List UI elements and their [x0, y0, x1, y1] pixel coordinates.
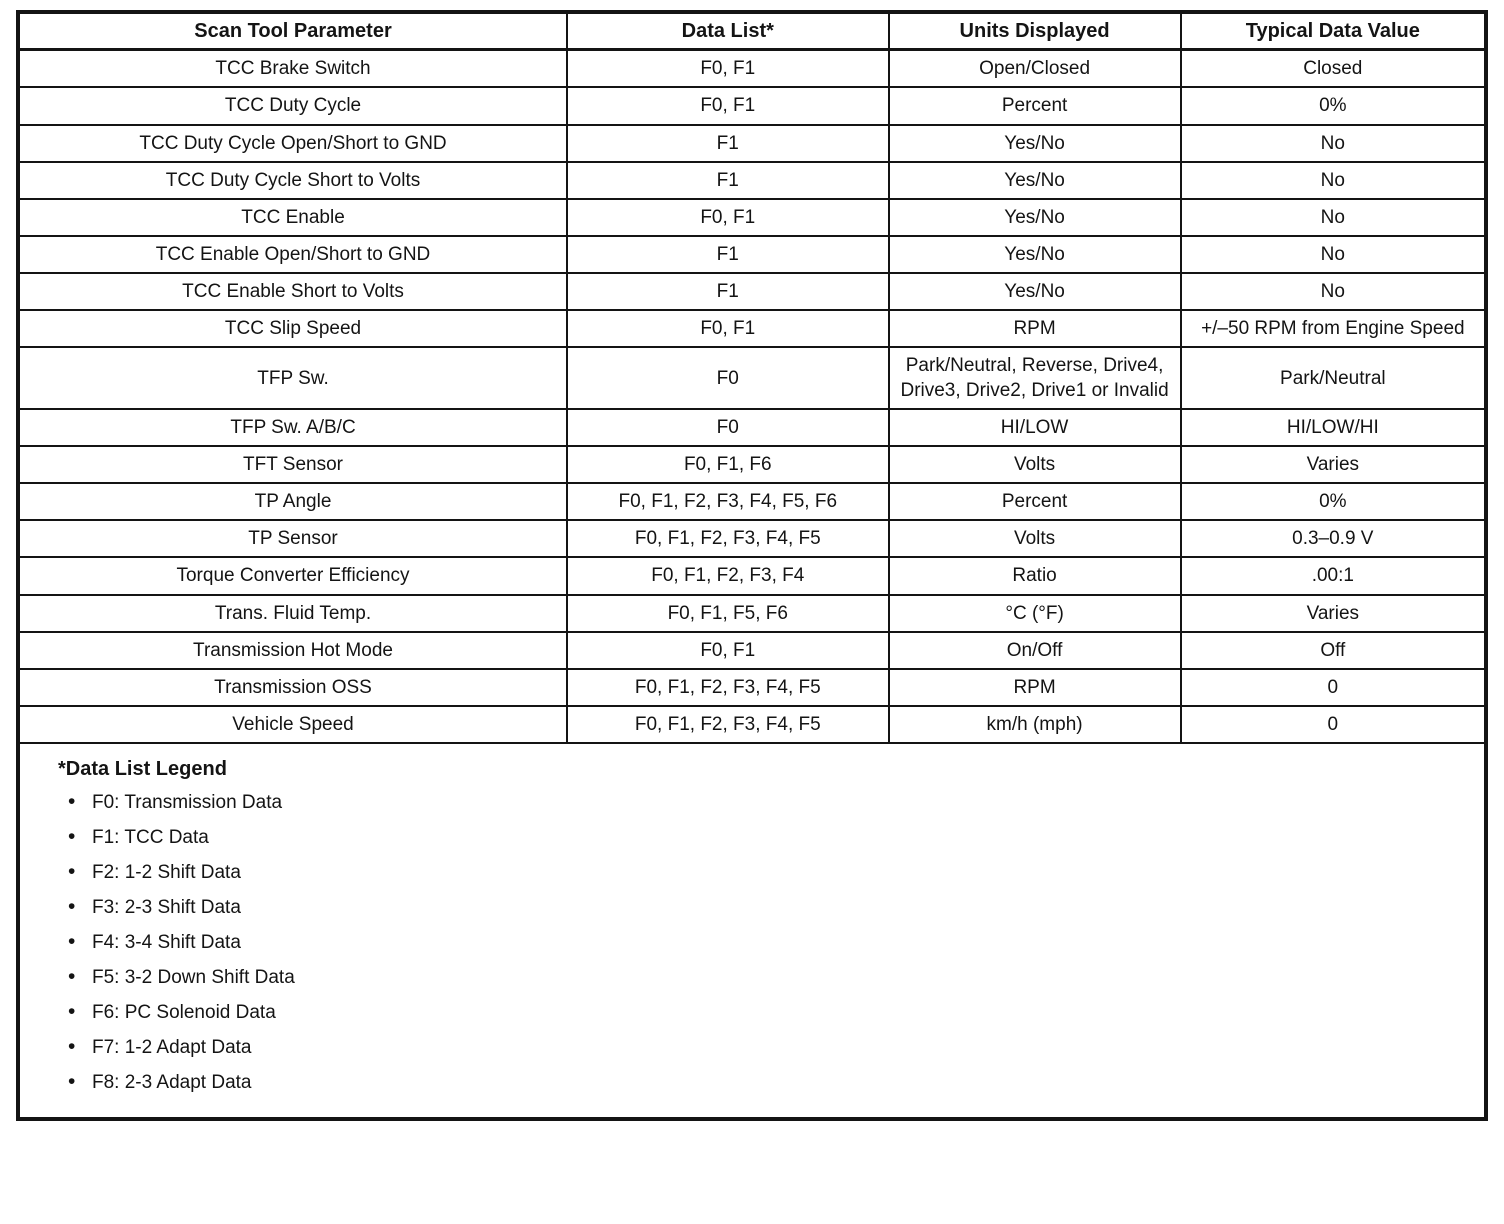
table-cell: F0, F1, F2, F3, F4, F5: [567, 669, 888, 706]
table-cell: TCC Slip Speed: [18, 310, 567, 347]
table-cell: Yes/No: [889, 236, 1181, 273]
table-row: [18, 483, 1486, 520]
table-row: [18, 347, 1486, 409]
table-cell: TP Sensor: [18, 520, 567, 557]
table-cell: F0, F1, F2, F3, F4, F5: [567, 520, 888, 557]
table-cell: Park/Neutral, Reverse, Drive4, Drive3, Drive2, Drive1 or Invalid: [889, 347, 1181, 409]
legend-item: • F4: 3-4 Shift Data: [66, 930, 1470, 955]
table-cell: km/h (mph): [889, 706, 1181, 743]
column-header: Units Displayed: [889, 12, 1181, 50]
table-row: [18, 409, 1486, 446]
table-cell: Yes/No: [889, 125, 1181, 162]
table-cell: TCC Duty Cycle Open/Short to GND: [18, 125, 567, 162]
table-cell: Varies: [1181, 595, 1486, 632]
table-cell: RPM: [889, 310, 1181, 347]
table-row: [18, 310, 1486, 347]
table-cell: Varies: [1181, 446, 1486, 483]
table-cell: 0: [1181, 706, 1486, 743]
table-cell: Volts: [889, 520, 1181, 557]
scan-tool-parameter-table: [16, 10, 1488, 1121]
table-cell: Closed: [1181, 50, 1486, 88]
column-header: Data List*: [567, 12, 888, 50]
table-cell: Open/Closed: [889, 50, 1181, 88]
table-row: [18, 87, 1486, 124]
table-cell: Park/Neutral: [1181, 347, 1486, 409]
table-cell: TCC Enable Open/Short to GND: [18, 236, 567, 273]
table-cell: °C (°F): [889, 595, 1181, 632]
table-cell: HI/LOW/HI: [1181, 409, 1486, 446]
table-cell: Volts: [889, 446, 1181, 483]
table-cell: RPM: [889, 669, 1181, 706]
legend-cell: [18, 743, 1486, 1119]
column-header: Scan Tool Parameter: [18, 12, 567, 50]
table-row: [18, 595, 1486, 632]
table-row: [18, 669, 1486, 706]
table-cell: F0, F1: [567, 310, 888, 347]
legend-row: [18, 743, 1486, 1119]
table-cell: +/–50 RPM from Engine Speed: [1181, 310, 1486, 347]
table-cell: Ratio: [889, 557, 1181, 594]
table-cell: Percent: [889, 87, 1181, 124]
table-cell: Torque Converter Efficiency: [18, 557, 567, 594]
legend-item: • F8: 2-3 Adapt Data: [66, 1070, 1470, 1095]
table-cell: No: [1181, 125, 1486, 162]
table-cell: Yes/No: [889, 273, 1181, 310]
table-cell: TP Angle: [18, 483, 567, 520]
table-footer: [18, 743, 1486, 1119]
table-cell: Yes/No: [889, 199, 1181, 236]
table-cell: F0, F1, F6: [567, 446, 888, 483]
table-cell: F0, F1: [567, 199, 888, 236]
table-cell: F1: [567, 162, 888, 199]
legend-item: • F3: 2-3 Shift Data: [66, 895, 1470, 920]
table-cell: TFP Sw. A/B/C: [18, 409, 567, 446]
table-cell: Off: [1181, 632, 1486, 669]
table-cell: F0: [567, 409, 888, 446]
table-cell: No: [1181, 236, 1486, 273]
table-row: [18, 557, 1486, 594]
table-cell: F0: [567, 347, 888, 409]
table-header: [18, 12, 1486, 50]
table-cell: HI/LOW: [889, 409, 1181, 446]
table-cell: 0.3–0.9 V: [1181, 520, 1486, 557]
legend-item: • F1: TCC Data: [66, 825, 1470, 850]
table-row: [18, 162, 1486, 199]
table-cell: No: [1181, 273, 1486, 310]
table-cell: F0, F1: [567, 87, 888, 124]
table-cell: TCC Enable: [18, 199, 567, 236]
table-row: [18, 199, 1486, 236]
table-cell: Transmission OSS: [18, 669, 567, 706]
table-cell: F0, F1, F2, F3, F4, F5, F6: [567, 483, 888, 520]
table-cell: On/Off: [889, 632, 1181, 669]
legend-list: [58, 790, 1470, 1095]
table-row: [18, 236, 1486, 273]
legend-item: • F6: PC Solenoid Data: [66, 1000, 1470, 1025]
table-cell: TFT Sensor: [18, 446, 567, 483]
table-row: [18, 125, 1486, 162]
table-cell: Percent: [889, 483, 1181, 520]
table-cell: F1: [567, 125, 888, 162]
table-row: [18, 632, 1486, 669]
legend-item: • F7: 1-2 Adapt Data: [66, 1035, 1470, 1060]
table-cell: TCC Duty Cycle Short to Volts: [18, 162, 567, 199]
table-cell: F0, F1, F2, F3, F4: [567, 557, 888, 594]
table-cell: TFP Sw.: [18, 347, 567, 409]
table-cell: No: [1181, 162, 1486, 199]
table-cell: F1: [567, 236, 888, 273]
table-cell: Trans. Fluid Temp.: [18, 595, 567, 632]
table-row: [18, 446, 1486, 483]
legend-item: • F2: 1-2 Shift Data: [66, 860, 1470, 885]
table-cell: F0, F1, F2, F3, F4, F5: [567, 706, 888, 743]
legend-item: • F0: Transmission Data: [66, 790, 1470, 815]
table-row: [18, 273, 1486, 310]
legend-title: *Data List Legend: [58, 757, 227, 780]
table-cell: TCC Enable Short to Volts: [18, 273, 567, 310]
table-cell: No: [1181, 199, 1486, 236]
table-body: [18, 50, 1486, 743]
table-cell: Yes/No: [889, 162, 1181, 199]
table-cell: 0%: [1181, 87, 1486, 124]
table-cell: 0%: [1181, 483, 1486, 520]
table-cell: Vehicle Speed: [18, 706, 567, 743]
legend-item: • F5: 3-2 Down Shift Data: [66, 965, 1470, 990]
table-cell: .00:1: [1181, 557, 1486, 594]
table-cell: TCC Duty Cycle: [18, 87, 567, 124]
table-cell: 0: [1181, 669, 1486, 706]
column-header: Typical Data Value: [1181, 12, 1486, 50]
table-cell: F0, F1: [567, 50, 888, 88]
table-cell: F1: [567, 273, 888, 310]
table-header-row: [18, 12, 1486, 50]
table-row: [18, 50, 1486, 88]
table-cell: Transmission Hot Mode: [18, 632, 567, 669]
table-cell: F0, F1: [567, 632, 888, 669]
table-row: [18, 520, 1486, 557]
table-row: [18, 706, 1486, 743]
table-cell: F0, F1, F5, F6: [567, 595, 888, 632]
table-cell: TCC Brake Switch: [18, 50, 567, 88]
